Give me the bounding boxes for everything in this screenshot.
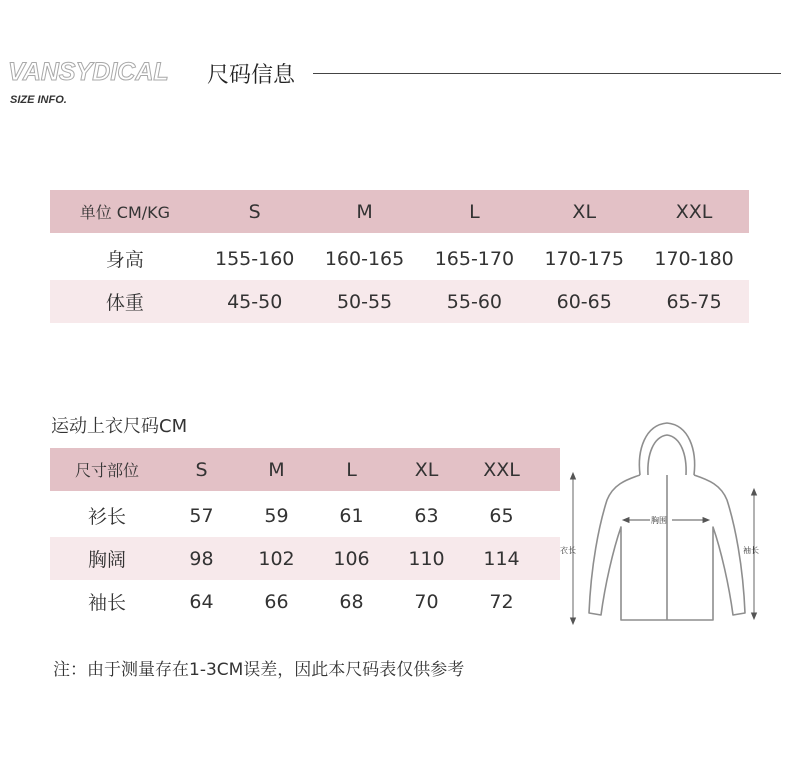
table-cell: 66 [264,590,289,613]
size-table-header-cell: S [248,200,261,223]
size-table-header-cell: XXL [675,200,713,223]
table-cell: 袖长 [87,592,126,614]
table-cell: 64 [189,590,214,613]
table-cell: 170-180 [654,247,734,270]
jacket-table-row-chest [50,537,560,580]
size-table-header-cell: L [469,200,480,223]
jacket-table-header-cell: S [195,458,208,481]
jacket-table-row-length [50,494,560,537]
jacket-measurement-diagram [555,415,780,630]
table-cell: 65 [489,504,514,527]
jacket-table-header-cell: XXL [483,458,520,481]
size-table-header-cell: XL [572,200,597,223]
title-divider [313,73,781,74]
table-cell: 体重 [105,292,144,314]
jacket-outline [589,423,745,620]
size-table-header-cell: M [356,200,373,223]
brand-logo-text: VANSYDICAL [8,58,169,86]
table-cell: 55-60 [446,290,502,313]
table-cell: 98 [189,547,214,570]
table-cell: 106 [333,547,370,570]
table-cell: 胸阔 [87,549,126,571]
table-cell: 70 [414,590,439,613]
table-cell: 60-65 [556,290,612,313]
table-cell: 170-175 [544,247,624,270]
jacket-table-row-sleeve [50,580,560,623]
table-cell: 衫长 [87,506,126,528]
jacket-section-title: 运动上衣尺码CM [51,416,188,437]
size-table-header-cell: 单位 CM/KG [79,203,171,222]
length-label: 衣长 [560,546,576,555]
table-cell: 50-55 [336,290,393,313]
table-cell: 155-160 [215,247,295,270]
table-cell: 57 [189,504,214,527]
table-cell: 165-170 [434,247,515,270]
table-cell: 102 [258,547,295,570]
table-cell: 110 [408,547,445,570]
dimension-lines [571,473,757,624]
section-subtitle: SIZE INFO. [10,94,67,106]
table-cell: 59 [264,504,289,527]
table-cell: 160-165 [324,247,405,270]
jacket-table-header-row [50,448,560,491]
table-cell: 61 [339,504,364,527]
jacket-table-header-cell: XL [414,458,439,481]
table-cell: 身高 [105,249,144,271]
jacket-table-header-cell: 尺寸部位 [74,461,139,480]
table-cell: 68 [339,590,364,613]
size-table-row-height [50,237,749,280]
sleeve-label: 袖长 [743,546,759,555]
section-title: 尺码信息 [207,63,296,88]
disclaimer-note: 注：由于测量存在1-3CM误差，因此本尺码表仅供参考 [53,660,465,680]
jacket-table-header-cell: M [268,458,285,481]
chest-label: 胸围 [651,516,667,525]
jacket-table-header-cell: L [346,458,357,481]
size-table-row-weight [50,280,749,323]
jacket-size-table [50,448,560,623]
table-cell: 72 [489,590,514,613]
size-table [50,190,749,324]
table-cell: 114 [483,547,520,570]
table-cell: 65-75 [666,290,722,313]
table-cell: 45-50 [227,290,283,313]
size-table-header-row [50,190,749,233]
table-cell: 63 [414,504,439,527]
